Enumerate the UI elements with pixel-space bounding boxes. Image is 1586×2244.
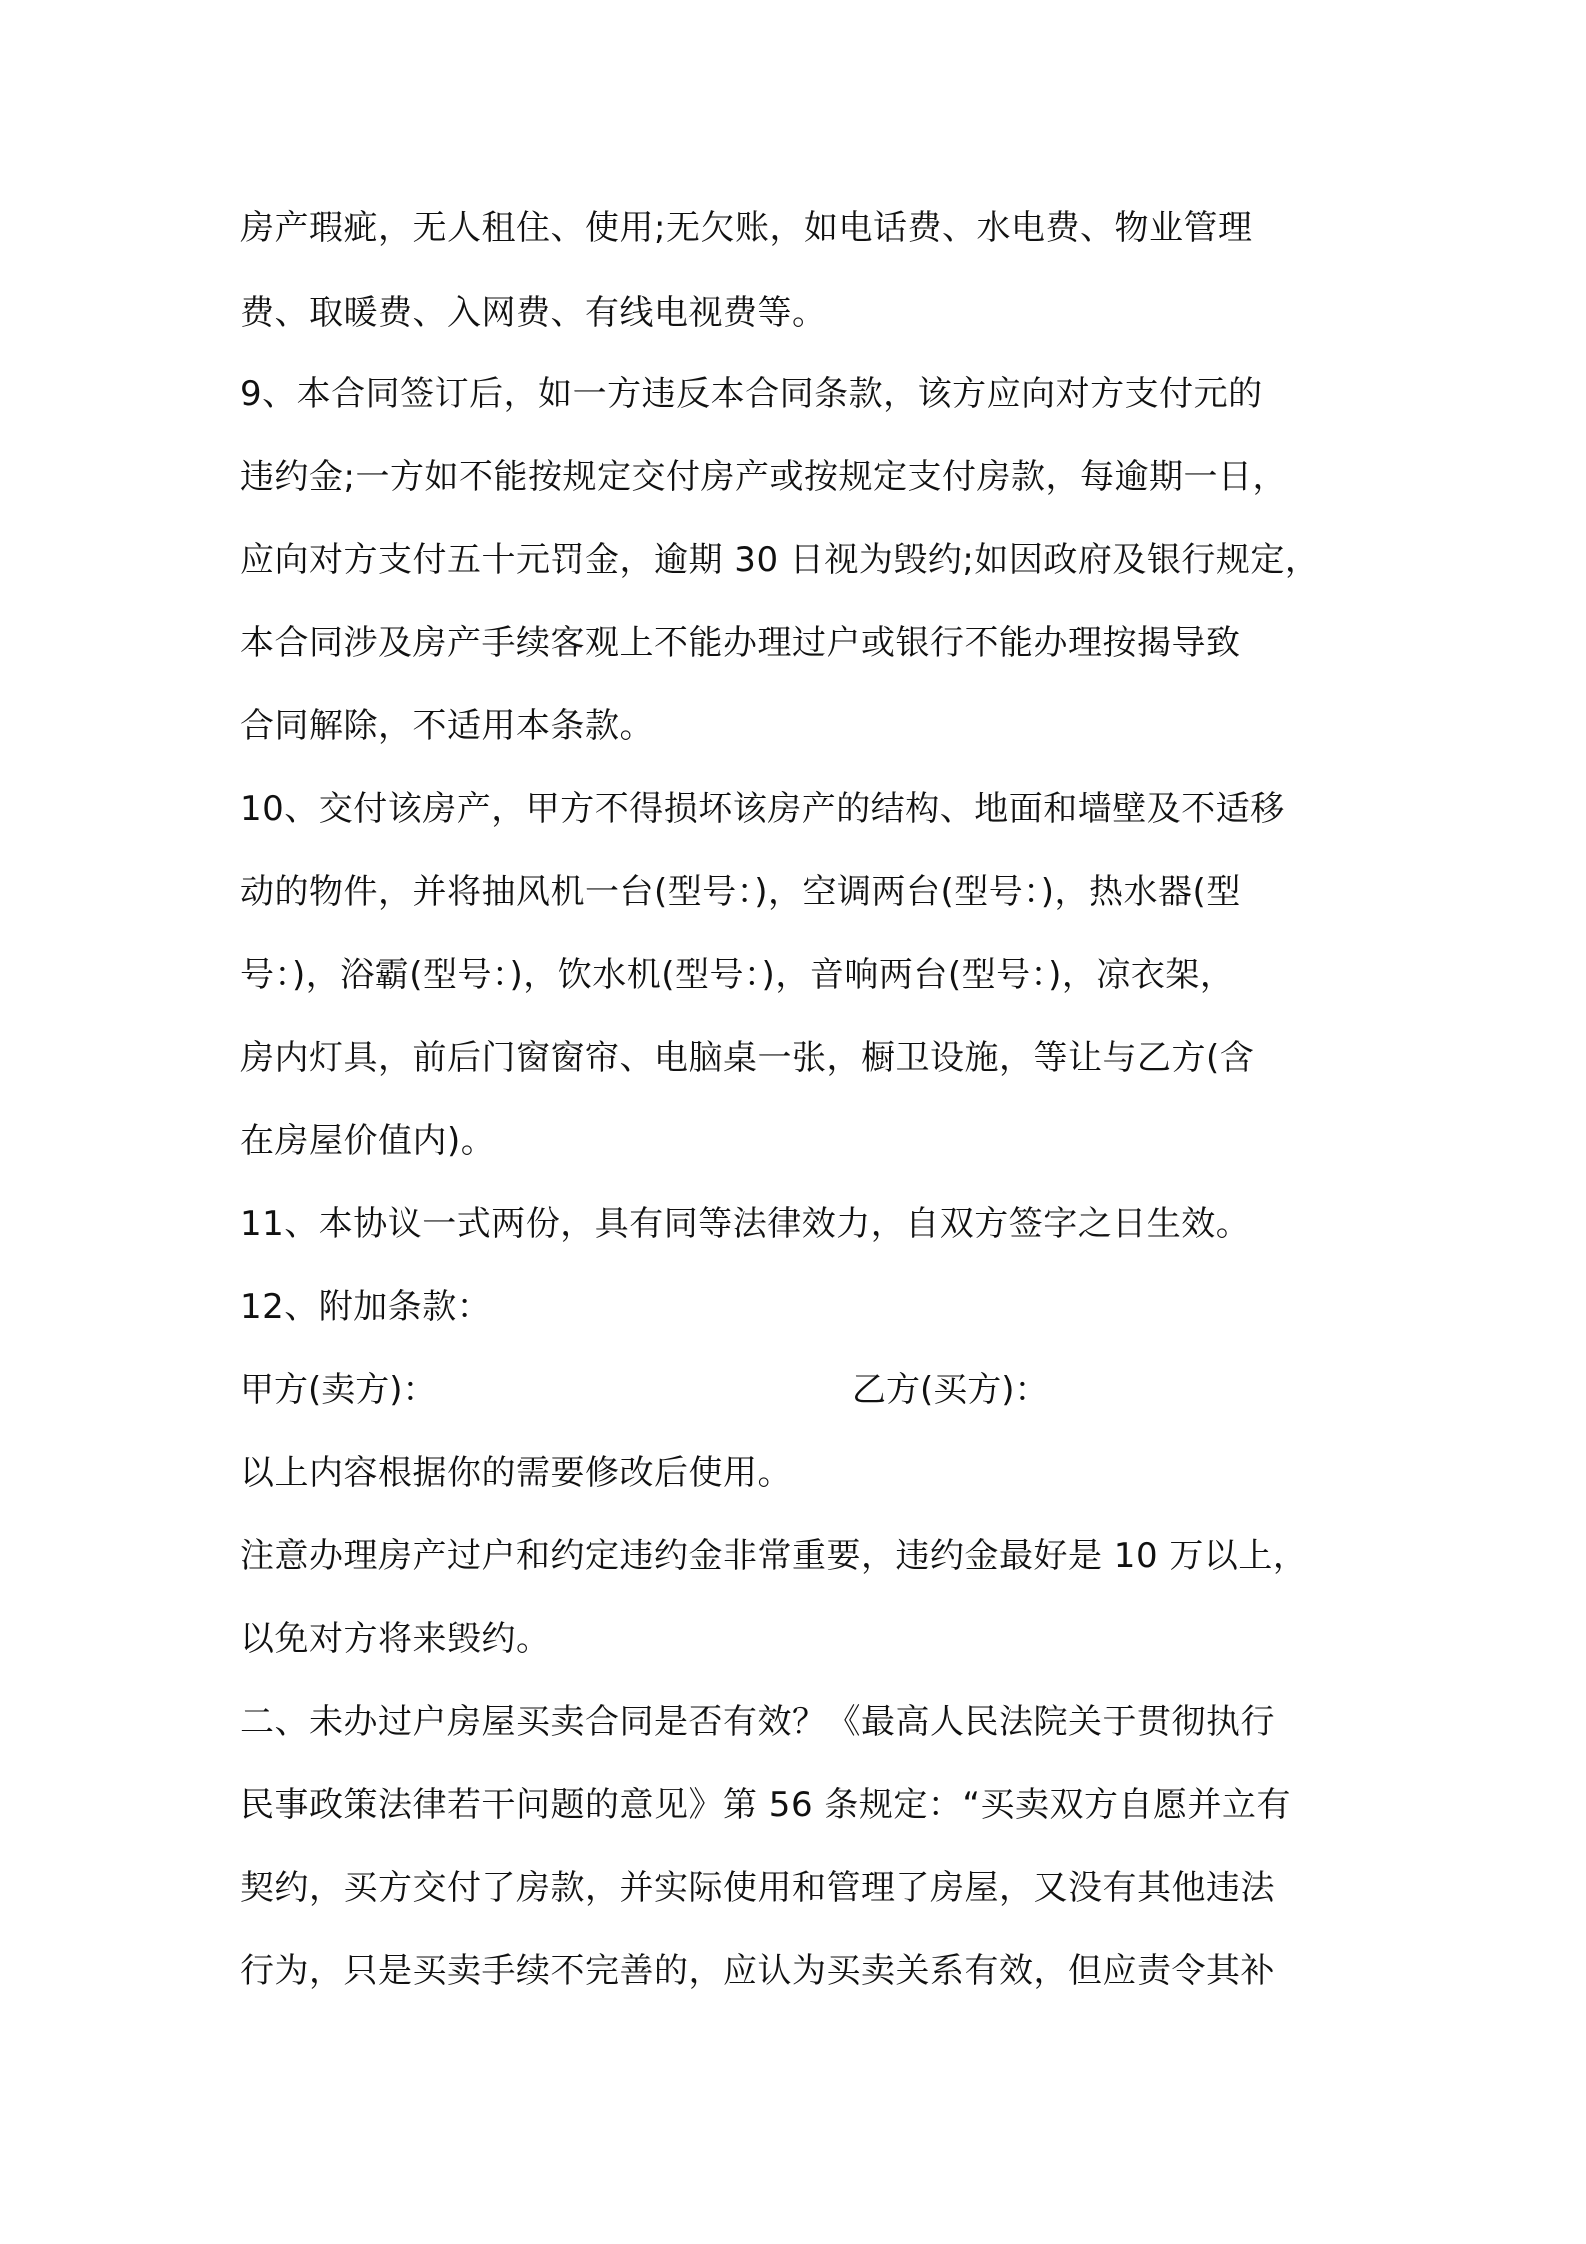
clause-11-line: 11、本协议一式两份，具有同等法律效力，自双方签字之日生效。 (240, 1204, 1251, 1244)
clause-12-line: 12、附加条款： (240, 1287, 492, 1327)
text-line: 费、取暖费、入网费、有线电视费等。 (240, 293, 827, 333)
section-2-heading-line: 二、未办过户房屋买卖合同是否有效？《最高人民法院关于贯彻执行 (240, 1702, 1275, 1742)
clause-9-line: 9、本合同签订后，如一方违反本合同条款，该方应向对方支付元的 (240, 374, 1263, 414)
note-line: 注意办理房产过户和约定违约金非常重要，违约金最好是 10 万以上， (240, 1536, 1308, 1576)
party-a-signature-label: 甲方(卖方)： (240, 1370, 437, 1410)
text-line: 本合同涉及房产手续客观上不能办理过户或银行不能办理按揭导致 (240, 623, 1241, 663)
text-line: 在房屋价值内)。 (240, 1121, 496, 1161)
text-line: 号：)，浴霸(型号：)，饮水机(型号：)，音响两台(型号：)，凉衣架， (240, 955, 1235, 995)
clause-10-line: 10、交付该房产，甲方不得损坏该房产的结构、地面和墙壁及不适移 (240, 789, 1285, 829)
note-line: 行为，只是买卖手续不完善的，应认为买卖关系有效，但应责令其补 (240, 1951, 1275, 1991)
text-line: 房产瑕疵，无人租住、使用;无欠账，如电话费、水电费、物业管理 (240, 208, 1253, 248)
text-line: 动的物件，并将抽风机一台(型号：)，空调两台(型号：)，热水器(型 (240, 872, 1241, 912)
note-line: 民事政策法律若干问题的意见》第 56 条规定：“买卖双方自愿并立有 (240, 1785, 1291, 1825)
text-line: 合同解除，不适用本条款。 (240, 706, 654, 746)
text-line: 违约金;一方如不能按规定交付房产或按规定支付房款，每逾期一日， (240, 457, 1287, 497)
party-b-signature-label: 乙方(买方)： (852, 1370, 1049, 1410)
note-line: 以免对方将来毁约。 (240, 1619, 551, 1659)
text-line: 房内灯具，前后门窗窗帘、电脑桌一张，橱卫设施，等让与乙方(含 (240, 1038, 1255, 1078)
note-line: 以上内容根据你的需要修改后使用。 (240, 1453, 792, 1493)
note-line: 契约，买方交付了房款，并实际使用和管理了房屋，又没有其他违法 (240, 1868, 1275, 1908)
text-line: 应向对方支付五十元罚金，逾期 30 日视为毁约;如因政府及银行规定， (240, 540, 1320, 580)
